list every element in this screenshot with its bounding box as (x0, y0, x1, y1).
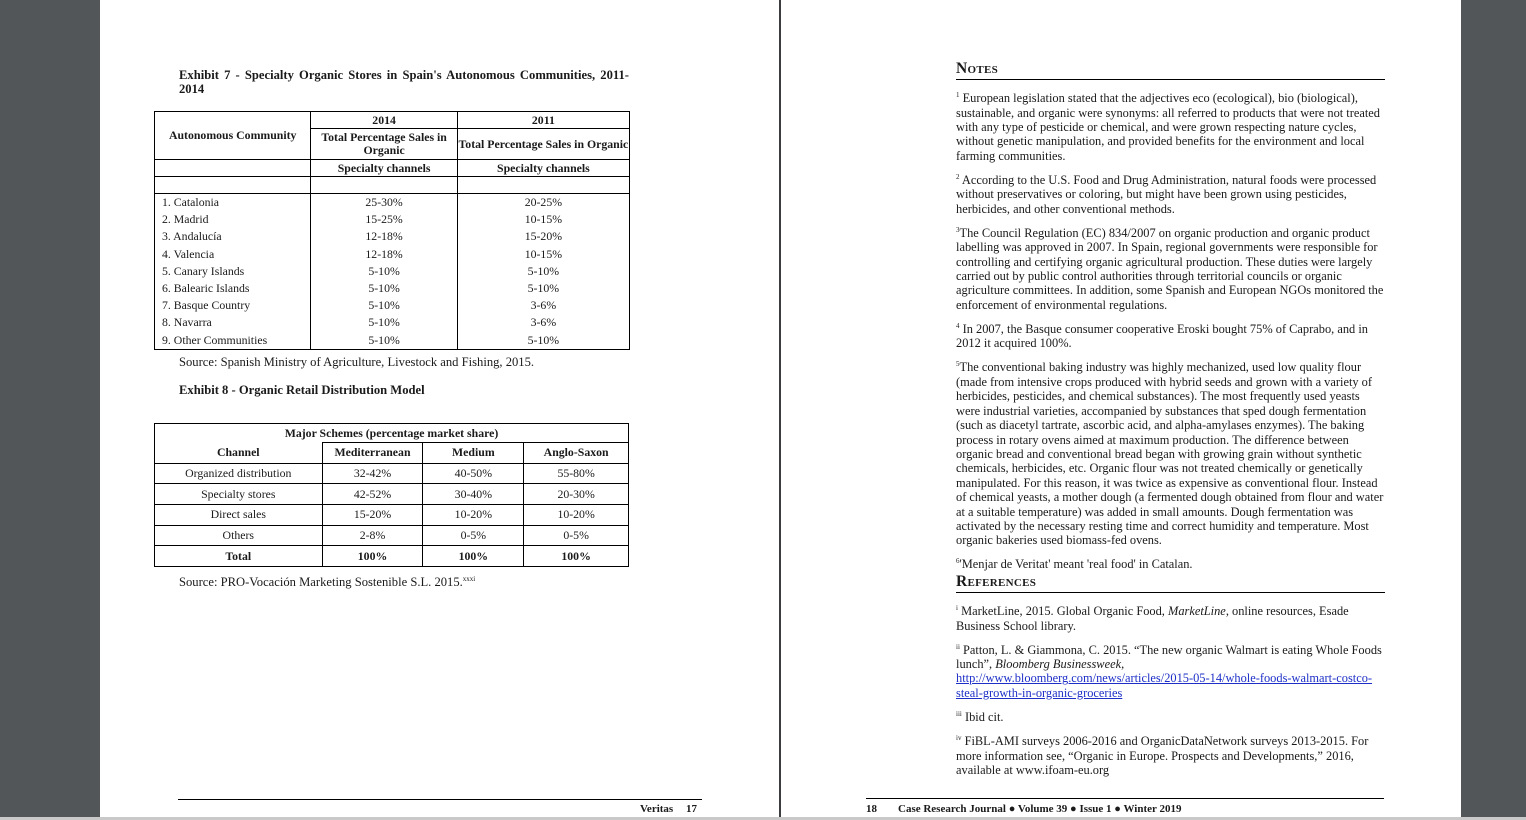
left-page (100, 0, 779, 817)
column-header: Mediterranean (322, 443, 423, 464)
community-name: 6. Balearic Islands (155, 280, 311, 297)
note-text: European legislation stated that the adjectives eco (ecological), bio (biological), sustainable, and organic were synonyms: all referred to products that were not treated with any type of pesticide or chemical, and were grown respecting nature cycles, without genetic manipulation, and provided benefits for the environment and local farming communities. (956, 91, 1381, 163)
value-2011: 3-6% (457, 314, 629, 331)
exhibit-8-title: Exhibit 8 - Organic Retail Distribution Model (179, 383, 425, 397)
references-list (956, 601, 1384, 784)
exhibit-8-source (179, 575, 475, 590)
community-name: 7. Basque Country (155, 297, 311, 314)
source-superscript: xxxi (462, 575, 476, 583)
table-row (155, 505, 629, 526)
value-cell: 30-40% (423, 484, 524, 505)
channel-cell: Others (155, 525, 323, 546)
exhibit-8-table (154, 423, 629, 567)
note-item (956, 88, 1384, 163)
total-value: 100% (524, 546, 629, 567)
community-name: 1. Catalonia (155, 194, 311, 212)
total-value: 100% (322, 546, 423, 567)
note-mark: 4 (956, 321, 960, 330)
table-row (155, 525, 629, 546)
note-text: The conventional baking industry was highly mechanized, used low quality flour (made from intensive crops produced with hybrid seeds and grown with a variety of herbicides, pesticides, and chemical substances). The most frequently used yeasts were industrial varieties, accompanied by substances that sped dough fermentation (such as diacetyl tartrate, ascorbic acid, and alpha-amylases enzymes). The baking process in rotary ovens aimed at maximum production. The difference between organic bread and conventional bread began with growing grain without synthetic chemicals, herbicides, etc. Organic flour was not treated chemically or genetically manipulated. For this reason, it was twice as expensive as conventional flour. Instead of chemical yeasts, a mother dough (a fermented dough obtained from flour and water at a suitable temperature) was added in small amounts. Dough fermentation was activated by the necessary resting time and correct humidity and temperature. Most organic bakeries used biomass-fed ovens. (956, 360, 1384, 548)
reference-text: Ibid cit. (964, 710, 1004, 724)
value-cell: 40-50% (423, 463, 524, 484)
footer-rule (178, 799, 702, 800)
value-cell: 10-20% (423, 505, 524, 526)
note-text: In 2007, the Basque consumer cooperative Eroski bought 75% of Caprabo, and in 2012 it acquired 100%. (956, 321, 1368, 351)
value-2011: 10-15% (457, 246, 629, 263)
value-2011: 3-6% (457, 297, 629, 314)
channel-cell: Organized distribution (155, 463, 323, 484)
table-row (155, 484, 629, 505)
channel-2011-subheader: Specialty channels (457, 160, 629, 177)
note-text: 'Menjar de Veritat' meant 'real food' in Catalan. (959, 557, 1193, 572)
reference-item (956, 731, 1384, 777)
reference-source: Bloomberg Businessweek, (995, 657, 1125, 672)
notes-heading: Notes (956, 60, 1385, 80)
reference-mark: iv (956, 734, 962, 742)
value-2014: 5-10% (311, 263, 457, 280)
spacer-cell (155, 177, 311, 194)
value-2011: 5-10% (457, 263, 629, 280)
empty-header-cell (155, 160, 311, 177)
column-header: Channel (155, 443, 323, 464)
reference-text: Patton, L. & Giammona, C. 2015. “The new organic Walmart is eating Whole Foods lunch”, (956, 642, 1382, 672)
value-cell: 42-52% (322, 484, 423, 505)
table-row (155, 280, 630, 297)
note-text: The Council Regulation (EC) 834/2007 on organic production and organic product labelling was approved in 2007. In Spain, regional governments were responsible for controlling and certifying organic agricultural production. These duties were largely carried out by public control authorities through territorial councils or organic agriculture committees. In addition, some Spanish and European NGOs monitored the enforcement of environmental regulations. (956, 225, 1384, 312)
reference-mark: i (956, 604, 958, 612)
spacer-cell (311, 177, 457, 194)
value-cell: 32-42% (322, 463, 423, 484)
value-2014: 12-18% (311, 228, 457, 245)
table-row (155, 211, 630, 228)
column-header: Medium (423, 443, 524, 464)
reference-source: MarketLine (1168, 604, 1226, 619)
table-row (155, 463, 629, 484)
note-mark: 6 (956, 557, 960, 566)
value-cell: 0-5% (423, 525, 524, 546)
note-item (956, 170, 1384, 216)
table-row (155, 297, 630, 314)
value-2011: 5-10% (457, 332, 629, 350)
note-text: According to the U.S. Food and Drug Administration, natural foods were processed without preservatives or coloring, but might have been grown using pesticides, herbicides, and other conventional methods. (956, 172, 1377, 216)
value-cell: 0-5% (524, 525, 629, 546)
table-row (155, 314, 630, 331)
reference-text: MarketLine, 2015. Global Organic Food, (961, 604, 1168, 619)
sales-2011-subheader: Total Percentage Sales in Organic (457, 129, 629, 160)
spacer-cell (457, 177, 629, 194)
right-page (781, 0, 1461, 817)
value-2011: 15-20% (457, 228, 629, 245)
community-name: 2. Madrid (155, 211, 311, 228)
value-cell: 10-20% (524, 505, 629, 526)
note-item (956, 357, 1384, 547)
major-schemes-header: Major Schemes (percentage market share) (155, 424, 629, 443)
reference-mark: ii (956, 642, 960, 651)
exhibit-7-source: Source: Spanish Ministry of Agriculture, Livestock and Fishing, 2015. (179, 355, 535, 369)
footer-rule (866, 798, 1384, 799)
year-2011-header: 2011 (457, 112, 629, 129)
table-row (155, 246, 630, 263)
column-header: Anglo-Saxon (524, 443, 629, 464)
value-cell: 20-30% (524, 484, 629, 505)
value-2014: 5-10% (311, 314, 457, 331)
community-name: 4. Valencia (155, 246, 311, 263)
value-cell: 55-80% (524, 463, 629, 484)
left-page-footer: Veritas 17 (640, 803, 697, 815)
notes-list (956, 88, 1384, 579)
reference-text: FiBL-AMI surveys 2006-2016 and OrganicDataNetwork surveys 2013-2015. For more information see, “Organic in Europe. Prospects and Developments,” 2016, available at www.ifoam-eu.org (956, 734, 1369, 777)
note-mark: 3 (956, 225, 960, 234)
table-row (155, 263, 630, 280)
value-2014: 12-18% (311, 246, 457, 263)
value-2014: 25-30% (311, 194, 457, 212)
reference-text: , online resources, Esade Business School library. (956, 604, 1349, 633)
table-row (155, 194, 630, 212)
total-row (155, 546, 629, 567)
channel-2014-subheader: Specialty channels (311, 160, 457, 177)
value-2011: 5-10% (457, 280, 629, 297)
total-value: 100% (423, 546, 524, 567)
reference-item (956, 601, 1384, 633)
sales-2014-subheader: Total Percentage Sales in Organic (311, 129, 457, 160)
table-row (155, 332, 630, 350)
note-item (956, 223, 1384, 313)
value-2014: 5-10% (311, 280, 457, 297)
bloomberg-article-link[interactable]: http://www.bloomberg.com/news/articles/2015-05-14/whole-foods-walmart-costco-steal-growth-in-organic-groceries (956, 671, 1373, 700)
reference-item (956, 707, 1384, 725)
value-2011: 20-25% (457, 194, 629, 212)
exhibit-7-title: Exhibit 7 - Specialty Organic Stores in Spain's Autonomous Communities, 2011-2014 (179, 68, 629, 96)
value-cell: 2-8% (322, 525, 423, 546)
note-mark: 1 (956, 91, 960, 99)
note-item (956, 319, 1384, 351)
channel-cell: Direct sales (155, 505, 323, 526)
note-item (956, 554, 1384, 572)
reference-item (956, 640, 1384, 701)
exhibit-7-table (154, 111, 630, 350)
total-label: Total (155, 546, 323, 567)
note-mark: 2 (956, 172, 960, 181)
reference-mark: iii (956, 709, 962, 718)
references-heading: References (956, 573, 1385, 593)
value-cell: 15-20% (322, 505, 423, 526)
community-name: 8. Navarra (155, 314, 311, 331)
channel-cell: Specialty stores (155, 484, 323, 505)
community-name: 9. Other Communities (155, 332, 311, 350)
table-row (155, 228, 630, 245)
community-name: 3. Andalucía (155, 228, 311, 245)
autonomous-community-header: Autonomous Community (155, 112, 311, 160)
value-2011: 10-15% (457, 211, 629, 228)
right-page-number: 18 (866, 803, 877, 815)
community-name: 5. Canary Islands (155, 263, 311, 280)
year-2014-header: 2014 (311, 112, 457, 129)
value-2014: 5-10% (311, 332, 457, 350)
value-2014: 15-25% (311, 211, 457, 228)
exhibit-8-source-text: Source: PRO-Vocación Marketing Sostenible S.L. 2015. (179, 575, 463, 590)
value-2014: 5-10% (311, 297, 457, 314)
note-mark: 5 (956, 360, 960, 369)
journal-footer: Case Research Journal ● Volume 39 ● Issue 1 ● Winter 2019 (898, 803, 1182, 815)
